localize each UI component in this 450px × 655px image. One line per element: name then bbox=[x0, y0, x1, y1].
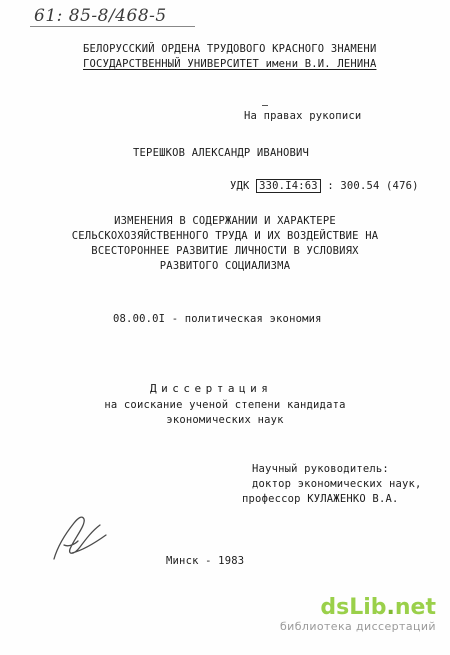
place-and-year: Минск - 1983 bbox=[166, 555, 245, 567]
author-name: ТЕРЕШКОВ АЛЕКСАНДР ИВАНОВИЧ bbox=[133, 147, 310, 159]
dissertation-heading: Диссертация bbox=[150, 382, 273, 395]
watermark-subtitle: библиотека диссертаций bbox=[279, 620, 436, 633]
logo-tld-text: net bbox=[394, 595, 436, 620]
title-line-4: РАЗВИТОГО СОЦИАЛИЗМА bbox=[159, 260, 291, 272]
logo-dot: . bbox=[386, 595, 395, 620]
specialty-code: 08.00.0I - политическая экономия bbox=[113, 313, 322, 325]
dissertation-line-3: экономических наук bbox=[166, 414, 284, 426]
title-line-1: ИЗМЕНЕНИЯ В СОДЕРЖАНИИ И ХАРАКТЕРЕ bbox=[114, 215, 336, 227]
supervisor-degree: доктор экономических наук, bbox=[252, 478, 422, 490]
logo-main-text: dsLib bbox=[320, 595, 387, 620]
udk-boxed-index: 330.I4:63 bbox=[256, 179, 321, 193]
rights-note: На правах рукописи bbox=[244, 110, 362, 122]
dissertation-line-2: на соискание ученой степени кандидата bbox=[104, 399, 346, 411]
title-line-2: СЕЛЬСКОХОЗЯЙСТВЕННОГО ТРУДА И ИХ ВОЗДЕЙСТВИЕ НА bbox=[71, 230, 379, 242]
dslib-logo bbox=[280, 596, 436, 620]
handwritten-archive-code: 61: 85-8/468-5 bbox=[34, 6, 167, 26]
udk-rest: : 300.54 (476) bbox=[327, 180, 419, 192]
title-line-3: ВСЕСТОРОННЕЕ РАЗВИТИЕ ЛИЧНОСТИ В УСЛОВИЯХ bbox=[91, 245, 359, 257]
header-line-1: БЕЛОРУССКИЙ ОРДЕНА ТРУДОВОГО КРАСНОГО ЗНАМЕНИ bbox=[83, 43, 377, 55]
udk-label: УДК bbox=[230, 180, 250, 192]
handwritten-underline bbox=[30, 26, 195, 27]
supervisor-name: профессор КУЛАЖЕНКО В.А. bbox=[242, 493, 399, 505]
supervisor-label: Научный руководитель: bbox=[252, 463, 389, 475]
header-line-2: ГОСУДАРСТВЕННЫЙ УНИВЕРСИТЕТ имени В.И. ЛЕНИНА bbox=[83, 58, 377, 70]
handwritten-signature bbox=[44, 505, 112, 567]
udk-code bbox=[230, 180, 419, 192]
dslib-watermark bbox=[280, 596, 436, 633]
